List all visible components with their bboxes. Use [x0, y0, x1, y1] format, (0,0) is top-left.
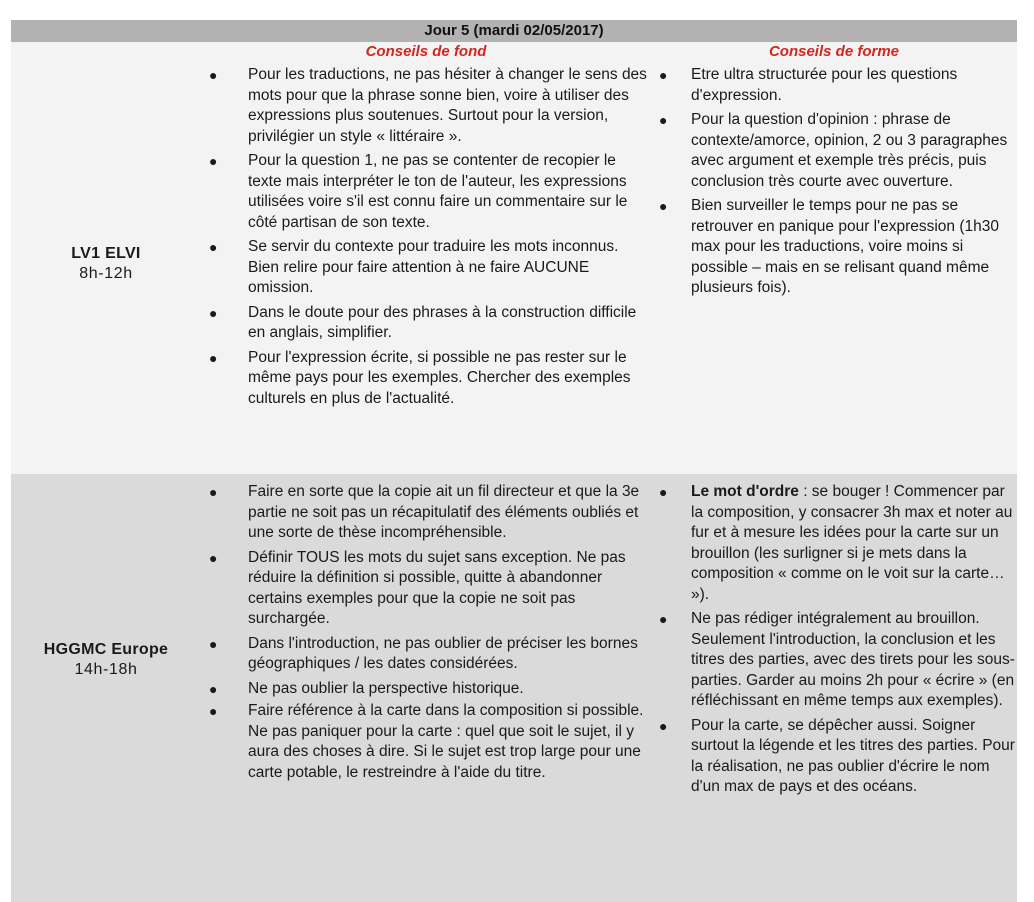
subject-name: LV1 ELVI	[71, 245, 141, 262]
table-row	[11, 474, 1017, 902]
fond-column	[201, 62, 651, 474]
fond-column	[201, 474, 651, 902]
subject-cell	[11, 62, 201, 474]
schedule-table	[11, 20, 1017, 902]
bullet-icon: ●	[659, 611, 668, 627]
bullet-icon: ●	[209, 484, 218, 500]
header-empty	[11, 42, 201, 62]
bullet-icon: ●	[209, 67, 218, 83]
bullet-icon: ●	[209, 680, 218, 697]
bullet-icon: ●	[659, 112, 668, 128]
bullet-icon: ●	[209, 549, 218, 566]
column-headers	[11, 42, 1017, 62]
list-item: ● Faire référence à la carte dans la composition si possible. Ne pas paniquer pour la carte : quel que soit le sujet, il y aura des choses à dire. Si le sujet est trop large pour une carte potable, le restreindre à l'aide du titre.	[209, 702, 644, 781]
list-item: ● Ne pas oublier la perspective historique.	[201, 679, 651, 700]
bullet-icon: ●	[659, 484, 668, 500]
list-item: ● Pour l'expression écrite, si possible ne pas rester sur le même pays pour les exemples. Chercher des exemples culturels en plus de l'actualité.	[209, 348, 631, 407]
list-item: ● Définir TOUS les mots du sujet sans exception. Ne pas réduire la définition si possible, quitte à abandonner certains exemples pour que la copie ne soit pas surchargée.	[209, 548, 626, 627]
bullet-icon: ●	[659, 198, 668, 214]
list-item: ● Pour la question d'opinion : phrase de contexte/amorce, opinion, 2 ou 3 paragraphes avec argument et exemple très précis, puis conclusion très courte avec ouverture.	[659, 111, 1008, 190]
table-row	[11, 62, 1017, 474]
list-item: ● Pour la question 1, ne pas se contenter de recopier le texte mais interpréter le ton de l'auteur, les expressions utilisées voire s'il est connu faire un commentaire sur le côté partisan de son texte.	[209, 152, 628, 231]
day-title: Jour 5 (mardi 02/05/2017)	[11, 20, 1017, 42]
bullet-icon: ●	[209, 349, 218, 366]
list-item: ● Faire en sorte que la copie ait un fil directeur et que la 3e partie ne soit pas un récapitulatif des éléments oubliés et une sorte de thèse incompréhensible.	[209, 483, 640, 541]
forme-list	[651, 482, 1017, 798]
bullet-icon: ●	[659, 717, 668, 734]
header-fond: Conseils de fond	[365, 43, 487, 60]
forme-column	[651, 474, 1017, 902]
bullet-icon: ●	[209, 703, 218, 719]
list-item: ● Bien surveiller le temps pour ne pas se retrouver en panique pour l'expression (1h30 max pour les traductions, voire moins si possible – mais en se relisant quand même plusieurs fois).	[659, 197, 999, 296]
subject-name: HGGMC Europe	[43, 641, 169, 658]
subject-cell	[11, 474, 201, 902]
bullet-icon: ●	[209, 304, 218, 321]
list-item: ● Pour la carte, se dépêcher aussi. Soigner surtout la légende et les titres des parties. Pour la réalisation, ne pas oublier d'écrire le nom d'un max de pays et des océans.	[659, 716, 1015, 795]
list-item: ● Se servir du contexte pour traduire les mots inconnus. Bien relire pour faire attention à ne faire AUCUNE omission.	[209, 238, 619, 296]
subject-time: 8h-12h	[79, 265, 133, 282]
forme-list	[651, 65, 1017, 299]
list-item: ● Le mot d'ordre : se bouger ! Commencer par la composition, y consacrer 3h max et noter au fur et à mesure les idées pour la carte sur un brouillon (les surligner si je mets dans la composition « comme on le voit sur la carte… »).	[659, 483, 1013, 603]
list-item: ● Ne pas rédiger intégralement au brouillon. Seulement l'introduction, la conclusion et les titres des parties, avec des tirets pour les sous-parties. Garder au moins 2h pour « écrire » (en réfléchissant en même temps aux exemples).	[659, 610, 1015, 709]
bullet-icon: ●	[659, 67, 668, 83]
bold-lead: Le mot d'ordre	[691, 483, 799, 500]
bullet-icon: ●	[209, 153, 218, 169]
header-forme: Conseils de forme	[768, 43, 900, 60]
fond-list	[201, 482, 651, 783]
bullet-icon: ●	[209, 635, 218, 652]
fond-list	[201, 65, 651, 409]
list-item: ● Dans le doute pour des phrases à la construction difficile en anglais, simplifier.	[209, 303, 637, 341]
bullet-icon: ●	[209, 239, 218, 255]
forme-column	[651, 62, 1017, 474]
subject-time: 14h-18h	[74, 661, 138, 678]
list-item: ● Pour les traductions, ne pas hésiter à changer le sens des mots pour que la phrase sonne bien, voire à utiliser des expressions plus soutenues. Surtout pour la version, privilégier un style « littéraire ».	[209, 66, 647, 145]
list-item: ● Etre ultra structurée pour les questions d'expression.	[659, 66, 958, 104]
list-item: ● Dans l'introduction, ne pas oublier de préciser les bornes géographiques / les dates considérées.	[209, 634, 638, 672]
